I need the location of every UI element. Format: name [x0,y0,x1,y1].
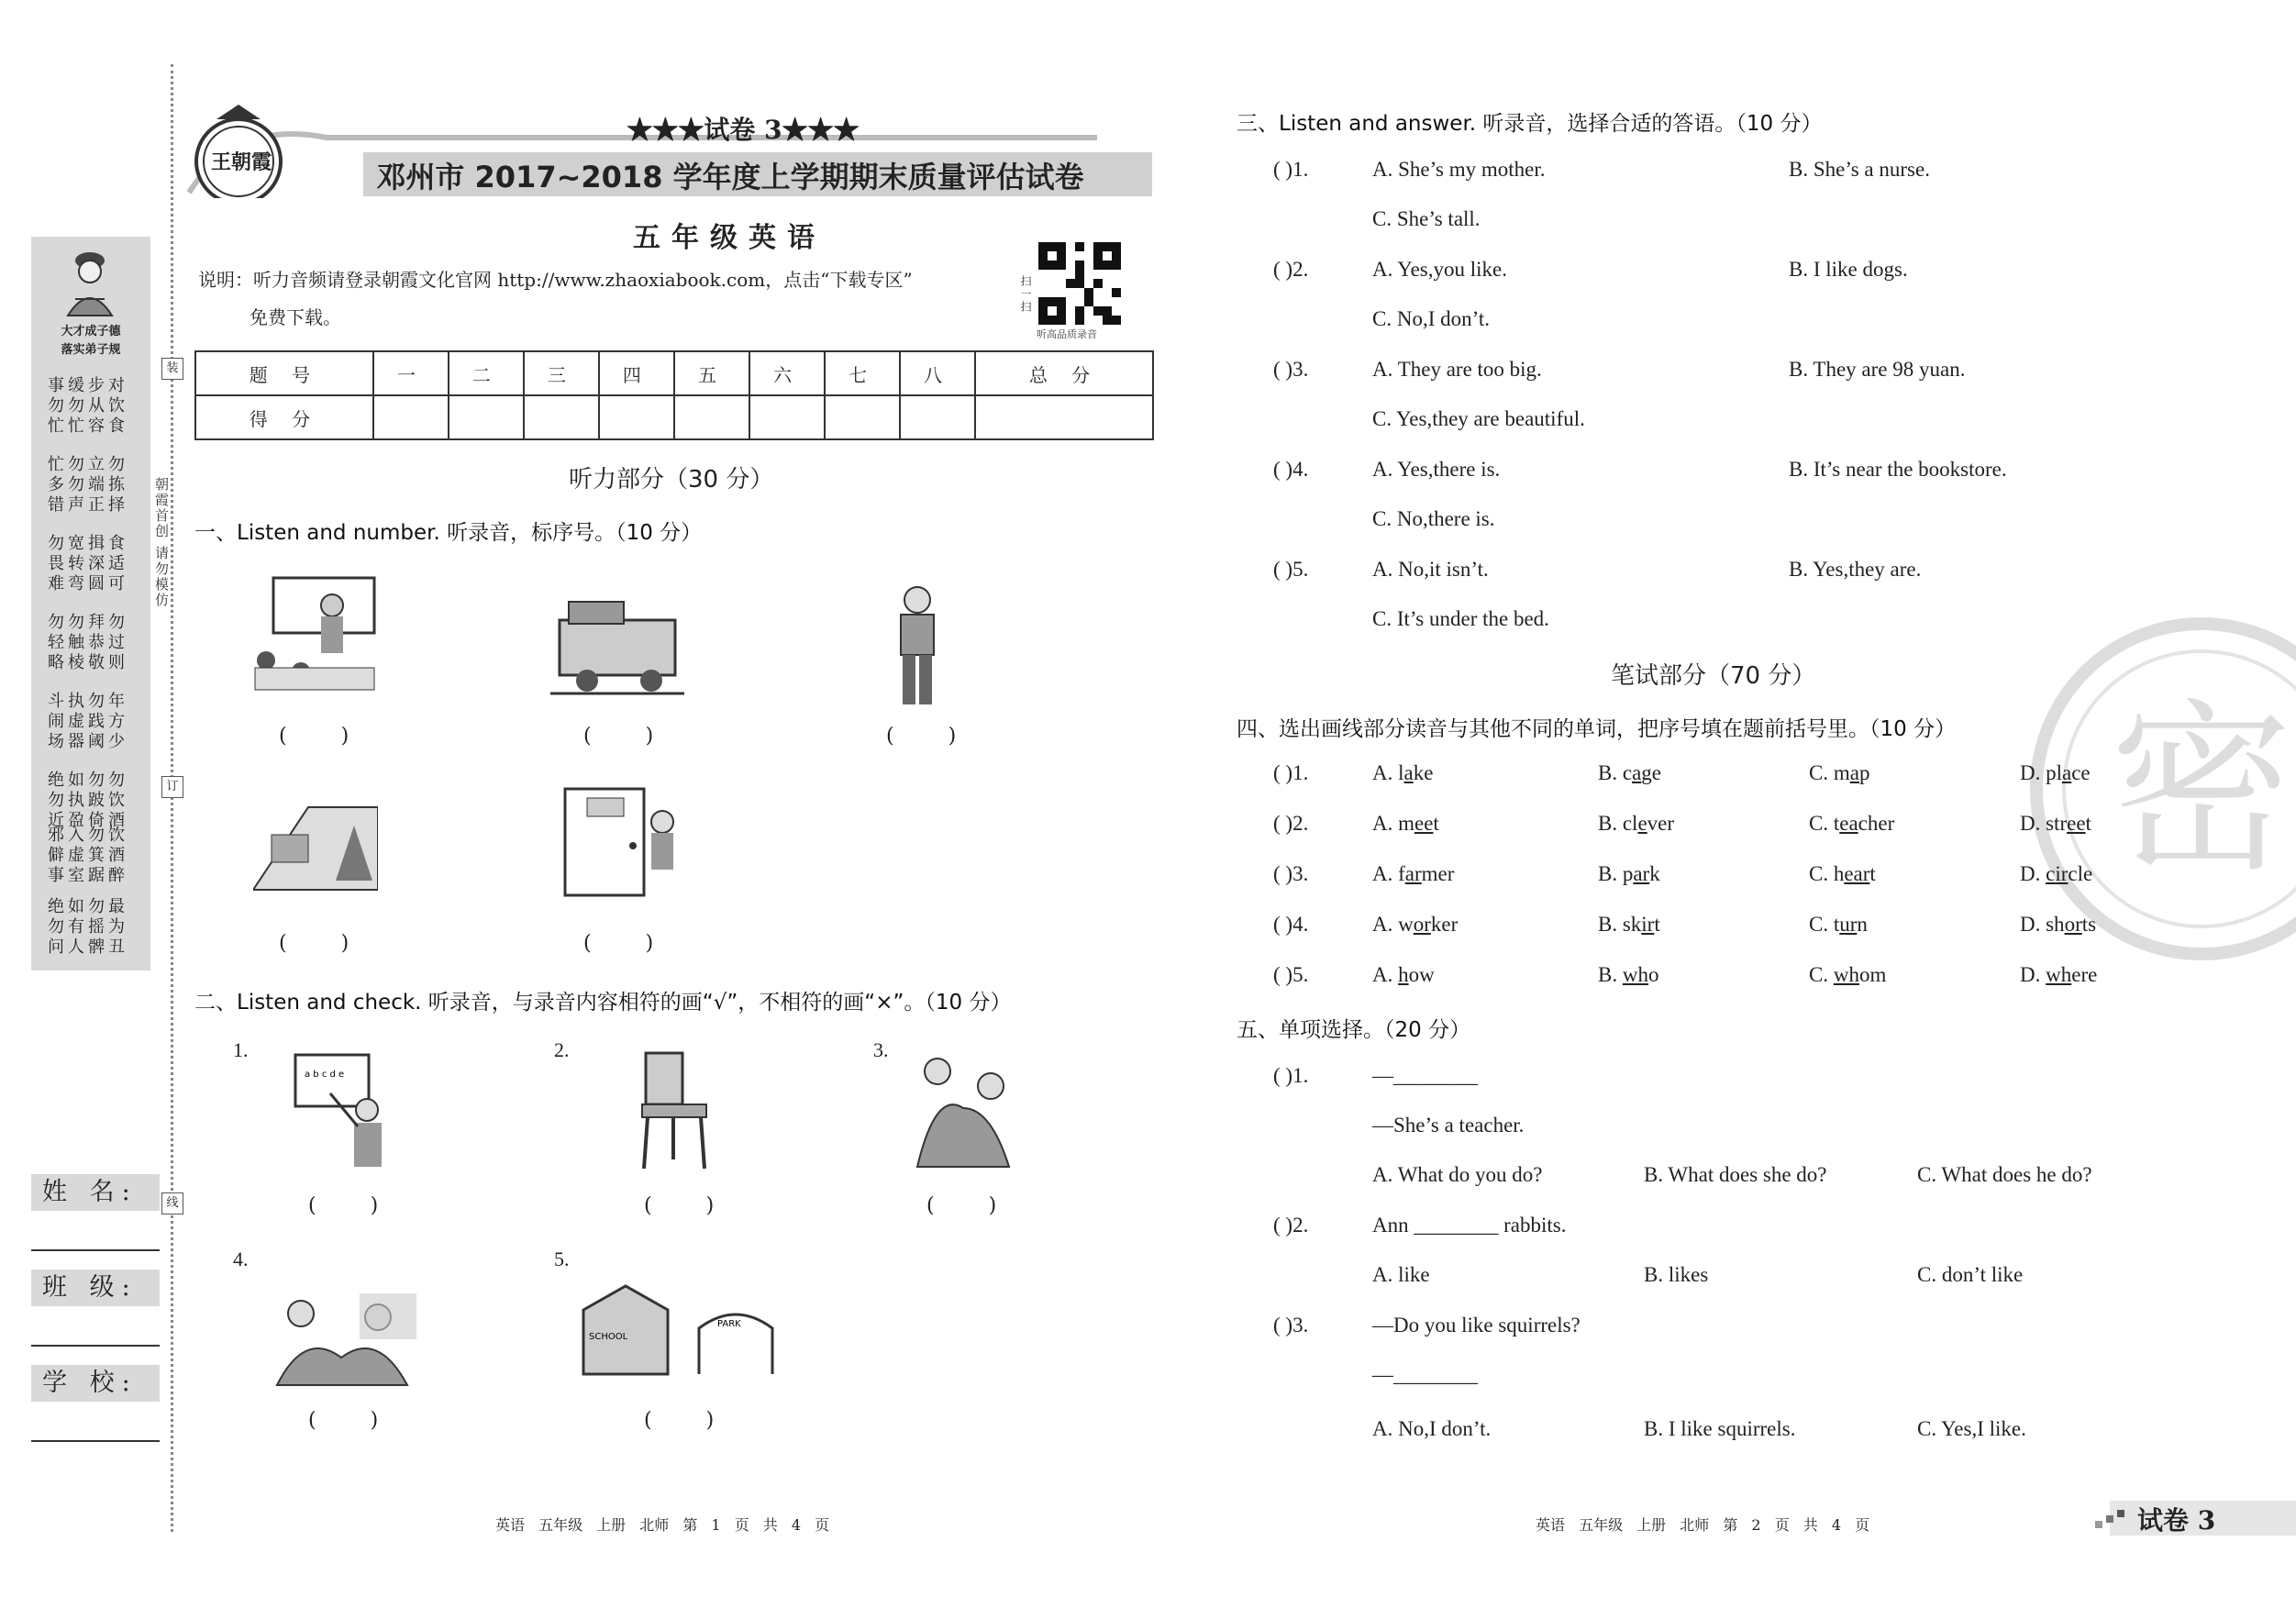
park-tree-picture [253,789,378,892]
school-label: 学 校: [31,1365,160,1402]
motto-block: 绝如勿勿 勿执跛饮 近盈倚酒 [48,771,128,830]
score-cell[interactable] [749,395,825,439]
option-d: D. circle [2020,862,2093,885]
listening-part-title: 听力部分（30 分） [569,466,774,494]
score-table [194,350,1154,440]
question-stem-2: —________ [1372,1363,1478,1386]
chair-picture [637,1049,719,1172]
qr-side-text: 扫一扫 [1019,275,1032,314]
score-cell[interactable] [599,395,674,439]
motto-block: 事缓步对 勿勿从饮 忙忙容食 [48,376,128,436]
option-a: A. lake [1372,761,1434,784]
option-a: A. What do you do? [1372,1163,1543,1186]
option-c: C. What does he do? [1917,1163,2092,1186]
page-footer-right: 英语 五年级 上册 北师 第 2 页 共 4 页 [1536,1516,1870,1534]
question-number[interactable]: ( )3. [1273,358,1309,381]
item-number: 4. [233,1248,249,1270]
boy-standing-picture [881,583,954,708]
option-b: B. clever [1598,812,1675,835]
motto-block: 绝如勿最 勿有摇为 问人髀丑 [48,897,128,957]
option-d: D. shorts [2020,913,2097,936]
option-a: A. meet [1372,812,1439,835]
seal-text: 密 [2109,683,2294,897]
school-field[interactable] [31,1440,160,1442]
option-b: B. who [1598,963,1659,986]
option-c: C. heart [1809,862,1876,885]
answer-bracket[interactable]: ( ) [583,932,678,955]
answer-bracket[interactable]: ( ) [886,725,981,748]
option-c: C. don’t like [1917,1263,2024,1286]
question-number[interactable]: ( )4. [1273,458,1309,481]
question-number[interactable]: ( )2. [1273,812,1309,835]
option-a: A. farmer [1372,862,1455,885]
motto-block: 忙勿立勿 多勿端拣 错声正择 [48,455,128,515]
qr-code-icon[interactable] [1038,242,1121,325]
option-c: C. No,there is. [1372,507,1495,530]
question-number[interactable]: ( )2. [1273,258,1309,281]
motto-caption-2: 落实弟子规 [61,343,121,357]
svg-text:a b c d e: a b c d e [305,1070,345,1080]
motto-caption-1: 大才成子德 [61,325,121,338]
subject-title: 五年级英语 [633,222,826,254]
section-5-title: 五、单项选择。（20 分） [1237,1018,1471,1042]
scholar-figure-icon [48,244,132,317]
item-number: 2. [554,1038,570,1061]
answer-bracket[interactable]: ( ) [308,1194,403,1217]
table-cell: 二 [449,351,524,395]
question-number[interactable]: ( )4. [1273,913,1309,936]
item-number: 5. [554,1248,570,1270]
option-b: B. They are 98 yuan. [1789,358,1966,381]
option-a: A. She’s my mother. [1372,158,1546,181]
option-a: A. Yes,there is. [1372,458,1501,481]
option-d: D. street [2020,812,2091,835]
question-number[interactable]: ( )2. [1273,1214,1309,1237]
question-number[interactable]: ( )5. [1273,963,1309,986]
option-a: A. worker [1372,913,1459,936]
question-number[interactable]: ( )1. [1273,158,1309,181]
picnic-picture [268,1293,416,1389]
answer-bracket[interactable]: ( ) [308,1409,403,1432]
score-cell[interactable] [449,395,524,439]
answer-bracket[interactable]: ( ) [583,725,678,748]
table-cell: 得 分 [195,395,373,439]
option-d: D. place [2020,761,2091,784]
train-picture [550,593,684,703]
blackboard-teacher-picture [294,1053,389,1169]
brand-logo: 王朝霞 [211,150,272,174]
children-picture [908,1053,1020,1170]
option-a: A. No,it isn’t. [1372,558,1489,581]
option-a: A. how [1372,963,1435,986]
binding-marker: 装 [161,358,183,380]
motto-block: 勿宽揖食 畏转深适 难弯圆可 [48,534,128,593]
option-b: B. Yes,they are. [1789,558,1922,581]
question-number[interactable]: ( )1. [1273,761,1309,784]
option-b: B. likes [1644,1263,1709,1286]
option-c: C. Yes,I like. [1917,1417,2026,1440]
question-stem: Ann ________ rabbits. [1372,1214,1567,1237]
table-cell: 题 号 [195,351,373,395]
item-number: 3. [873,1038,889,1061]
name-label: 姓 名: [31,1174,160,1211]
score-cell[interactable] [524,395,599,439]
exam-title: 邓州市 2017~2018 学年度上学期期末质量评估试卷 [376,160,1084,194]
option-a: A. like [1372,1263,1430,1286]
answer-bracket[interactable]: ( ) [644,1409,738,1432]
option-c: C. No,I don’t. [1372,307,1490,330]
option-c: C. Yes,they are beautiful. [1372,407,1585,430]
table-cell: 总 分 [975,351,1153,395]
instruction-note: 说明：听力音频请登录朝霞文化官网 http://www.zhaoxiabook.com，点击“下载专区” [198,269,913,291]
question-number[interactable]: ( )5. [1273,558,1309,581]
table-cell: 八 [900,351,975,395]
motto-block: 勿勿拜勿 轻触恭过 略棱敬则 [48,613,128,672]
score-cell[interactable] [373,395,449,439]
score-cell[interactable] [975,395,1153,439]
written-part-title: 笔试部分（70 分） [1611,662,1816,690]
question-number[interactable]: ( )1. [1273,1064,1309,1087]
option-c: C. It’s under the bed. [1372,607,1549,630]
qr-caption: 听高品质录音 [1037,328,1097,340]
table-cell: 四 [599,351,674,395]
name-field[interactable] [31,1249,160,1251]
item-number: 1. [233,1038,249,1061]
question-number[interactable]: ( )3. [1273,862,1309,885]
score-cell[interactable] [674,395,749,439]
section-1-title: 一、Listen and number. 听录音，标序号。（10 分） [194,521,703,545]
table-cell: 三 [524,351,599,395]
class-field[interactable] [31,1345,160,1347]
school-park-picture [580,1282,800,1380]
answer-bracket[interactable]: ( ) [644,1194,738,1217]
option-c: C. turn [1809,913,1868,936]
option-c: C. map [1809,761,1870,784]
table-cell: 六 [749,351,825,395]
option-b: B. cage [1598,761,1661,784]
instruction-note-2: 免费下载。 [250,306,341,328]
vertical-note: 朝霞首创 请勿模仿 [153,477,170,608]
option-c: C. She’s tall. [1372,207,1481,230]
door-boy-picture [560,785,684,899]
dots-icon [2093,1508,2130,1532]
answer-bracket[interactable]: ( ) [926,1194,1021,1217]
motto-block: 斗执勿年 闹虚践方 场器阈少 [48,692,128,751]
option-b: B. skirt [1598,913,1660,936]
section-2-title: 二、Listen and check. 听录音，与录音内容相符的画“√”，不相符的画“×”。（10 分） [194,991,1012,1015]
answer-bracket[interactable]: ( ) [279,725,373,748]
table-row [195,395,1153,439]
binding-marker: 线 [161,1192,183,1214]
svg-text:PARK: PARK [717,1319,741,1329]
classroom-picture [246,576,385,695]
option-a: A. They are too big. [1372,358,1542,381]
question-stem: —Do you like squirrels? [1372,1314,1581,1336]
section-4-title: 四、选出画线部分读音与其他不同的单词，把序号填在题前括号里。（10 分） [1237,717,1957,741]
class-label: 班 级: [31,1270,160,1306]
table-row [195,351,1153,395]
exam-number: ★★★试卷 3★★★ [627,115,860,145]
option-b: B. It’s near the bookstore. [1789,458,2007,481]
binding-marker: 订 [161,776,183,798]
section-3-title: 三、Listen and answer. 听录音，选择合适的答语。（10 分） [1237,112,1823,136]
option-b: B. park [1598,862,1660,885]
question-number[interactable]: ( )3. [1273,1314,1309,1336]
svg-text:SCHOOL: SCHOOL [589,1332,628,1342]
table-cell: 一 [373,351,449,395]
option-b: B. She’s a nurse. [1789,158,1930,181]
option-d: D. where [2020,963,2098,986]
motto-block: 邪入勿饮 僻虚箕酒 事室踞醉 [48,826,128,885]
option-b: B. I like squirrels. [1644,1417,1796,1440]
option-c: C. teacher [1809,812,1895,835]
question-stem: —________ [1372,1064,1478,1087]
page-footer-left: 英语 五年级 上册 北师 第 1 页 共 4 页 [495,1516,830,1534]
score-cell[interactable] [825,395,900,439]
option-c: C. whom [1809,963,1887,986]
binding-dotted-line [171,64,173,1532]
score-cell[interactable] [900,395,975,439]
option-b: B. What does she do? [1644,1163,1827,1186]
corner-exam-label: 试卷 3 [2137,1505,2216,1536]
question-stem-2: —She’s a teacher. [1372,1114,1525,1137]
table-cell: 五 [674,351,749,395]
table-cell: 七 [825,351,900,395]
answer-bracket[interactable]: ( ) [279,932,373,955]
option-a: A. Yes,you like. [1372,258,1507,281]
option-a: A. No,I don’t. [1372,1417,1492,1440]
option-b: B. I like dogs. [1789,258,1908,281]
